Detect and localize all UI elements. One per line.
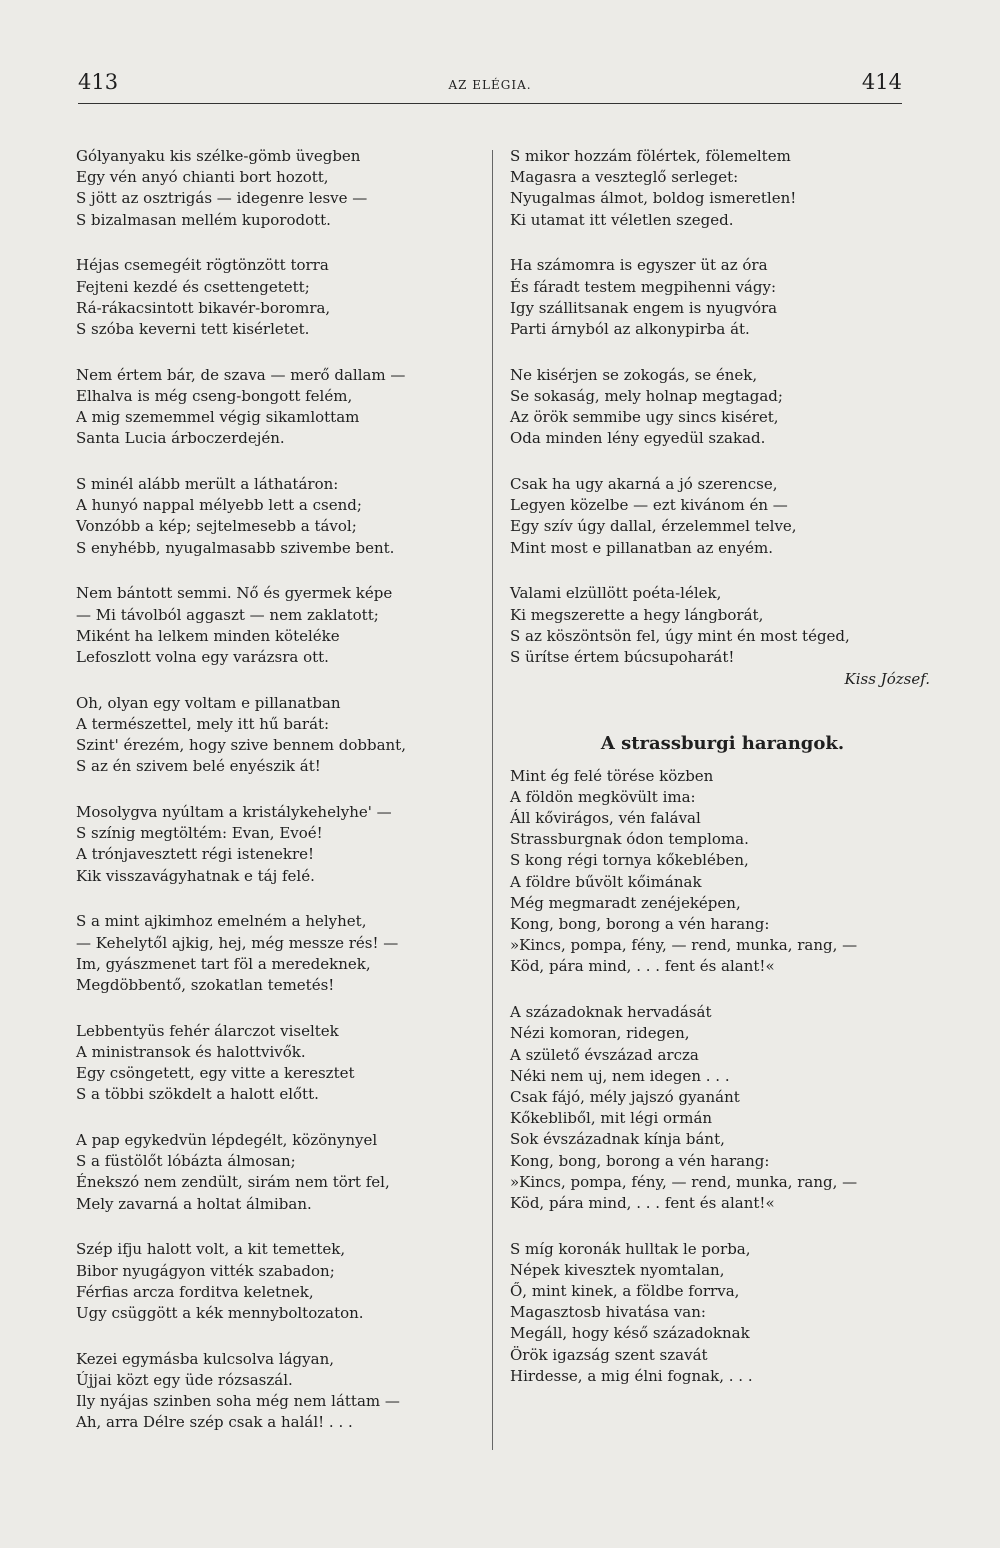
stanza: [76, 583, 481, 668]
poem-line: Magasra a veszteglő serleget:: [510, 168, 739, 187]
poem-line: S színig megtöltém: Evan, Evoé!: [76, 824, 323, 843]
poem-line: Fejteni kezdé és csettengetett;: [76, 277, 310, 296]
poem-line: Az örök semmibe ugy sincs kiséret,: [510, 408, 779, 427]
page-header: [78, 70, 902, 104]
poem-line: S mikor hozzám fölértek, fölemeltem: [510, 147, 791, 165]
stanza: [76, 1021, 481, 1106]
poem-line: Se sokaság, mely holnap megtagad;: [510, 386, 783, 405]
left-column: [76, 146, 481, 1458]
stanza: [510, 255, 935, 340]
poem-line: Kezei egymásba kulcsolva lágyan,: [76, 1349, 335, 1368]
poem-line: Strassburgnak ódon temploma.: [510, 830, 749, 849]
poem-line: Még megmaradt zenéjeképen,: [510, 893, 741, 912]
poem-line: Mosolygva nyúltam a kristálykehelyhe' —: [76, 803, 392, 822]
poem-line: S szóba keverni tett kisérletet.: [76, 319, 310, 338]
poem-line: Csak fájó, mély jajszó gyanánt: [510, 1087, 740, 1106]
stanza: [510, 474, 935, 559]
stanza: [510, 1002, 935, 1214]
column-divider: [492, 150, 493, 1450]
poem-line: Gólyanyaku kis szélke-gömb üvegben: [76, 147, 361, 165]
poem-line: Lefoszlott volna egy varázsra ott.: [76, 647, 329, 666]
poem-line: Lebbentyüs fehér álarczot viseltek: [76, 1021, 339, 1040]
poem-line: Férfias arcza forditva keletnek,: [76, 1282, 314, 1301]
poem-line: Nem bántott semmi. Nő és gyermek képe: [76, 584, 393, 603]
poem-line: És fáradt testem megpihenni vágy:: [510, 277, 776, 296]
stanza: [510, 583, 935, 668]
poem-line: Szép ifju halott volt, a kit temettek,: [76, 1240, 346, 1259]
poem-line: A születő évszázad arcza: [510, 1045, 699, 1064]
poem-line: A természettel, mely itt hű barát:: [76, 714, 330, 733]
poem-line: Kőkebliből, mit légi ormán: [510, 1109, 713, 1128]
poem-line: S enyhébb, nyugalmasabb szivembe bent.: [76, 538, 395, 557]
poem-line: Ne kisérjen se zokogás, se ének,: [510, 365, 758, 384]
poem-line: Vonzóbb a kép; sejtelmesebb a távol;: [76, 517, 357, 536]
poem-title: A strassburgi harangok.: [600, 732, 845, 754]
poem-line: Miként ha lelkem minden köteléke: [76, 626, 340, 645]
poem-line: Rá-rákacsintott bikavér-boromra,: [76, 298, 331, 317]
poem-line: Megdöbbentő, szokatlan temetés!: [76, 975, 335, 994]
poem-line: Mint most e pillanatban az enyém.: [510, 538, 774, 557]
poem-line: A földre bűvölt kőimának: [510, 872, 702, 891]
stanza: [510, 766, 935, 978]
poem-line: — Mi távolból aggaszt — nem zaklatott;: [76, 605, 379, 624]
poem-line: Bibor nyugágyon vitték szabadon;: [76, 1261, 335, 1280]
stanza: [76, 1239, 481, 1324]
stanza: [510, 1239, 935, 1387]
poem-line: S az én szivem belé enyészik át!: [76, 757, 321, 776]
poem-line: Parti árnyból az alkonypirba át.: [510, 319, 750, 338]
poem-line: Kong, bong, borong a vén harang:: [510, 1151, 770, 1170]
poem-line: A mig szememmel végig sikamlottam: [76, 408, 360, 427]
poem-line: Kik visszavágyhatnak e táj felé.: [76, 866, 315, 885]
page-number-left: 413: [78, 70, 119, 94]
poem-line: Mint ég felé törése közben: [510, 766, 714, 785]
poem-line: Énekszó nem zendült, sirám nem tört fel,: [76, 1173, 390, 1192]
stanza: [76, 255, 481, 340]
stanza: [76, 1130, 481, 1215]
poem-line: Egy csöngetett, egy vitte a keresztet: [76, 1064, 355, 1083]
poem-strassburg: [510, 766, 935, 1387]
poem-line: Ily nyájas szinben soha még nem láttam —: [76, 1392, 400, 1411]
page-number-right: 414: [861, 70, 902, 94]
stanza: [510, 365, 935, 450]
poem-line: Héjas csemegéit rögtönzött torra: [76, 256, 329, 275]
poem-line: S míg koronák hulltak le porba,: [510, 1239, 751, 1258]
poem-line: A századoknak hervadását: [510, 1003, 712, 1022]
poem-line: Im, gyászmenet tart föl a meredeknek,: [76, 954, 371, 973]
poem-line: S az köszöntsön fel, úgy mint én most téged,: [510, 626, 850, 645]
author-signature: Kiss József.: [844, 669, 930, 688]
poem-line: S ürítse értem búcsupoharát!: [510, 647, 735, 666]
poem-line: Megáll, hogy késő századoknak: [510, 1324, 750, 1343]
poem-line: Köd, pára mind, . . . fent és alant!«: [510, 957, 775, 976]
poem-line: »Kincs, pompa, fény, — rend, munka, rang, —: [510, 1172, 858, 1191]
stanza: [76, 911, 481, 996]
poem-line: Áll kővirágos, vén falával: [510, 809, 701, 828]
poem-line: Ah, arra Délre szép csak a halál! . . .: [76, 1413, 353, 1432]
poem-line: Népek kivesztek nyomtalan,: [510, 1260, 725, 1279]
poem-line: Nem értem bár, de szava — merő dallam —: [76, 365, 406, 384]
poem-line: Mely zavarná a holtat álmiban.: [76, 1194, 312, 1213]
stanza: [510, 146, 935, 231]
poem-line: Hirdesse, a mig élni fognak, . . .: [510, 1366, 753, 1385]
poem-line: Nyugalmas álmot, boldog ismeretlen!: [510, 189, 797, 208]
stanza: [76, 146, 481, 231]
poem-line: S kong régi tornya kőkeblében,: [510, 851, 749, 870]
stanza: [76, 693, 481, 778]
poem-continuation: [510, 146, 935, 668]
poem-line: Oh, olyan egy voltam e pillanatban: [76, 693, 341, 712]
poem-line: Legyen közelbe — ezt kivánom én —: [510, 496, 788, 515]
poem-line: Santa Lucia árboczerdején.: [76, 429, 285, 448]
poem-line: Örök igazság szent szavát: [510, 1345, 708, 1364]
poem-line: A hunyó nappal mélyebb lett a csend;: [76, 496, 362, 515]
poem-line: Magasztosb hivatása van:: [510, 1303, 706, 1322]
poem-line: Újjai közt egy üde rózsaszál.: [76, 1370, 293, 1389]
poem-line: S a füstölőt lóbázta álmosan;: [76, 1152, 296, 1171]
poem-line: S bizalmasan mellém kuporodott.: [76, 210, 331, 229]
stanza: [76, 1349, 481, 1434]
poem-line: Egy vén anyó chianti bort hozott,: [76, 168, 329, 187]
poem-line: A ministransok és halottvivők.: [76, 1042, 306, 1061]
poem-line: Nézi komoran, ridegen,: [510, 1024, 690, 1043]
poem-line: Sok évszázadnak kínja bánt,: [510, 1130, 725, 1149]
right-column: [510, 146, 935, 1412]
poem-line: Kong, bong, borong a vén harang:: [510, 915, 770, 934]
poem-line: Csak ha ugy akarná a jó szerencse,: [510, 475, 778, 494]
poem-line: Ha számomra is egyszer üt az óra: [510, 256, 768, 275]
poem-line: Valami elzüllött poéta-lélek,: [510, 584, 722, 603]
running-title: AZ ELÉGIA.: [448, 78, 532, 92]
poem-line: S a többi szökdelt a halott előtt.: [76, 1085, 319, 1104]
poem-line: Ugy csüggött a kék mennyboltozaton.: [76, 1304, 364, 1322]
poem-line: S jött az osztrigás — idegenre lesve —: [76, 189, 368, 208]
poem-line: A földön megkövült ima:: [510, 787, 696, 806]
poem-line: Szint' érezém, hogy szive bennem dobbant,: [76, 736, 406, 755]
poem-line: Néki nem uj, nem idegen . . .: [510, 1066, 730, 1085]
poem-line: A pap egykedvün lépdegélt, közönynyel: [76, 1131, 378, 1150]
poem-line: Köd, pára mind, . . . fent és alant!«: [510, 1193, 775, 1212]
poem-line: Igy szállitsanak engem is nyugvóra: [510, 298, 778, 317]
poem-line: Elhalva is még cseng-bongott felém,: [76, 386, 353, 405]
header-rule: [78, 103, 902, 104]
poem-line: Ő, mint kinek, a földbe forrva,: [510, 1282, 740, 1301]
poem-line: Ki utamat itt véletlen szeged.: [510, 210, 734, 229]
poem-line: Ki megszerette a hegy lángborát,: [510, 605, 764, 624]
poem-line: Egy szív úgy dallal, érzelemmel telve,: [510, 517, 797, 536]
stanza: [76, 474, 481, 559]
poem-line: — Kehelytől ajkig, hej, még messze rés! —: [76, 933, 399, 952]
poem-line: S a mint ajkimhoz emelném a helyhet,: [76, 912, 367, 931]
poem-line: Oda minden lény egyedül szakad.: [510, 429, 766, 448]
stanza: [76, 365, 481, 450]
poem-line: S minél alább merült a láthatáron:: [76, 475, 339, 494]
poem-line: »Kincs, pompa, fény, — rend, munka, rang, —: [510, 936, 858, 955]
stanza: [76, 802, 481, 887]
poem-line: A trónjavesztett régi istenekre!: [76, 845, 315, 864]
